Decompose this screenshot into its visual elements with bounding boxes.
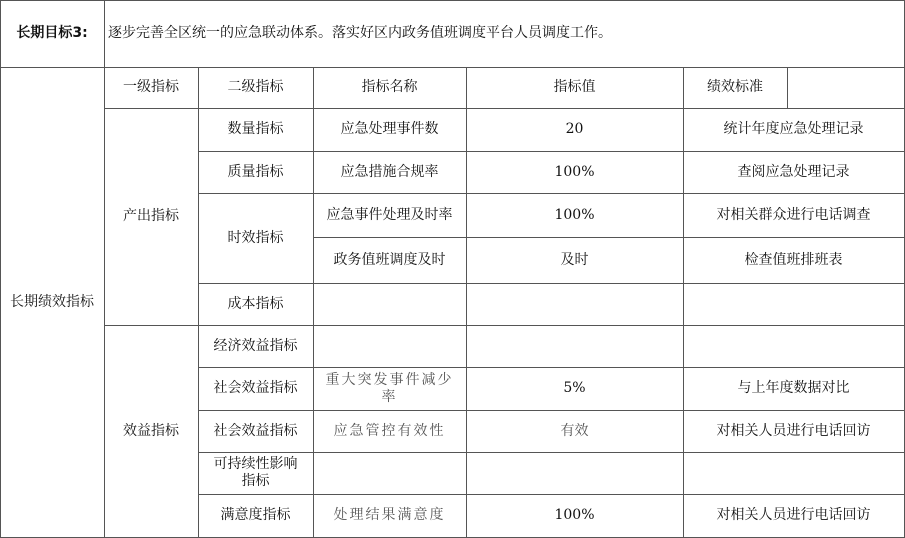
table-row-name: 应急事件处理及时率 [326,206,453,223]
table-row-name [313,452,466,494]
table-row-value: 100% [554,163,595,180]
col-header-standard: 绩效标准 [707,79,763,95]
table-row-value: 及时 [560,251,589,268]
table-row-value: 有效 [560,422,589,439]
table-row-standard: 与上年度数据对比 [737,380,850,396]
table-row-level2: 质量指标 [227,163,284,180]
table-row-value [466,283,683,325]
table-row-level2: 时效指标 [227,229,284,246]
table-row-name: 政务值班调度及时 [333,251,446,268]
table-row-standard [683,452,904,494]
table-row-value [466,452,683,494]
table-row-level2: 社会效益指标 [213,380,298,396]
table-row-value: 20 [565,121,584,137]
goal-label: 长期目标3: [16,25,88,41]
table-row-standard: 检查值班排班表 [744,251,843,268]
col-header-name: 指标名称 [361,79,418,95]
table-row-standard [683,283,904,325]
vline [787,67,788,108]
table-row-standard: 查阅应急处理记录 [737,163,850,180]
goal-text: 逐步完善全区统一的应急联动体系。落实好区内政务值班调度平台人员调度工作。 [108,25,612,41]
table-row-standard: 对相关群众进行电话调查 [716,206,871,223]
table-row-level2: 满意度指标 [220,507,291,523]
table-row-value [466,325,683,367]
table-row-level2: 数量指标 [227,121,284,137]
group-benefit: 效益指标 [123,423,179,439]
table-row-level2: 可持续性影响指标 [213,456,298,489]
table-row-level2: 社会效益指标 [213,422,298,439]
table-row-name [313,325,466,367]
group-output: 产出指标 [123,208,179,224]
table-row-name: 应急管控有效性 [333,422,446,439]
row-header: 长期绩效指标 [10,294,94,310]
table-row-standard: 统计年度应急处理记录 [723,121,864,137]
table-row-standard: 对相关人员进行电话回访 [716,422,871,439]
table-row-standard [683,325,904,367]
table-row-level2: 成本指标 [227,295,284,312]
table-row-name: 处理结果满意度 [333,507,446,523]
col-header-value: 指标值 [553,79,596,95]
table-row-name: 应急处理事件数 [340,121,439,137]
table-row-value: 100% [554,206,595,223]
table-row-name: 应急措施合规率 [340,163,439,180]
table-row-value: 5% [563,380,586,396]
table-row-level2: 经济效益指标 [213,337,298,354]
table-row-value: 100% [554,507,595,523]
table-row-name: 重大突发事件减少率 [325,371,454,405]
table-row-standard: 对相关人员进行电话回访 [716,507,871,523]
col-header-level1: 一级指标 [123,79,179,95]
table-row-name [313,283,466,325]
col-header-level2: 二级指标 [227,79,284,95]
